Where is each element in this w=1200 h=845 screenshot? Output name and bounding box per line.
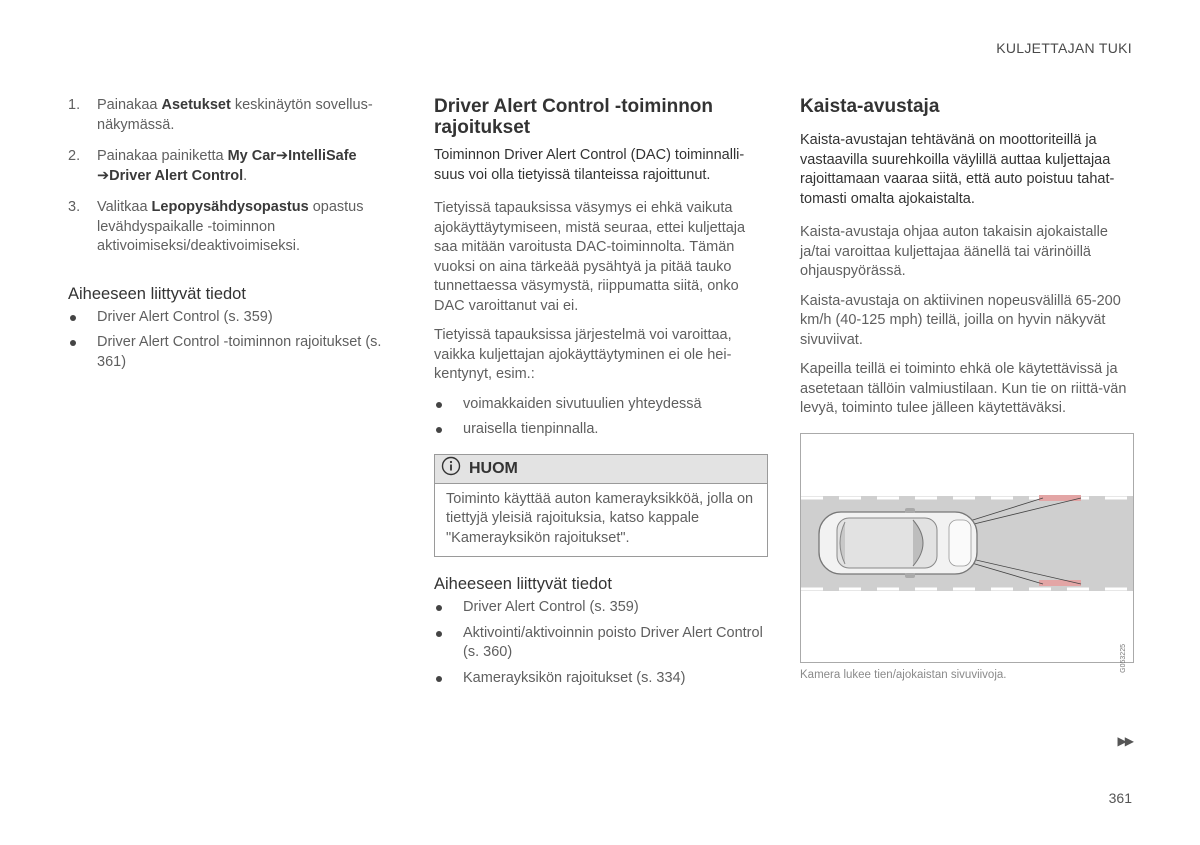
related-link[interactable]: Driver Alert Control -toiminnon rajoitukset (s. 361) [68, 333, 388, 372]
related-list [434, 598, 768, 688]
lane-camera-illustration [800, 433, 1134, 673]
section-title: Driver Alert Control -toiminnon rajoitukset [434, 96, 714, 138]
step-text: Valitkaa [97, 199, 152, 215]
note-header [435, 455, 767, 484]
related-link[interactable]: Aktivointi/aktivoinnin poisto Driver Alert Control (s. 360) [434, 624, 768, 663]
body-paragraph: Kapeilla teillä ei toiminto ehkä ole käytettävissä ja asetetaan tällöin valmiustilaan. Kun tie on riittä-vän levyä, toiminto tulee jälleen käytettäväksi. [800, 361, 1127, 416]
step-text: Painakaa painiketta [97, 148, 228, 164]
steps-list [68, 96, 388, 257]
step-item [68, 96, 388, 135]
step-number: 1. [68, 97, 81, 113]
arrow-right-icon: ➔ [97, 167, 110, 184]
list-item: uraisella tienpinnalla. [434, 420, 768, 440]
list-item: voimakkaiden sivutuulien yhteydessä [434, 395, 768, 415]
step-text: . [243, 167, 248, 184]
related-link[interactable]: Driver Alert Control (s. 359) [434, 598, 768, 618]
example-list [434, 395, 768, 440]
section-header: KULJETTAJAN TUKI [996, 40, 1132, 56]
column-left [68, 96, 388, 378]
intro-text: Toiminnon Driver Alert Control (DAC) toiminnalli-suus voi olla tietyissä tilanteissa rajoittunut. [434, 147, 745, 183]
car-top-view [819, 508, 977, 578]
related-link[interactable]: Driver Alert Control (s. 359) [68, 308, 388, 328]
note-body: Toiminto käyttää auton kamerayksikköä, jolla on tiettyjä yleisiä rajoituksia, katso kappale "Kamerayksikön rajoitukset". [446, 490, 754, 546]
column-right [800, 96, 1134, 681]
step-number: 2. [68, 148, 81, 164]
step-text: Painakaa [97, 97, 162, 113]
step-item [68, 147, 388, 186]
detection-marker-bottom [1039, 580, 1081, 586]
info-icon [441, 456, 461, 481]
related-link[interactable]: Kamerayksikön rajoitukset (s. 334) [434, 669, 768, 689]
related-heading: Aiheeseen liittyvät tiedot [68, 284, 246, 303]
detection-marker-top [1039, 495, 1081, 501]
step-text: keskinäytön sovellus-näkymässä. [97, 97, 373, 133]
intro-text: Kaista-avustajan tehtävänä on moottoriteillä ja vastaavilla suurehkoilla väylillä auttaa kuljettajaa rajoittamaan vaaraa siitä, että auto poistuu tahat-tomasti omalta ajokaistalta. [800, 132, 1115, 207]
body-paragraph: Kaista-avustaja on aktiivinen nopeusvälillä 65-200 km/h (40-125 mph) teillä, joilla on hyvin näkyvät sivuviivat. [800, 292, 1121, 348]
step-text: opastus levähdyspaikalle -toiminnon aktivoimiseksi/deaktivoimiseksi. [97, 199, 364, 254]
menu-term: Lepopysähdysopastus [151, 199, 309, 215]
related-heading: Aiheeseen liittyvät tiedot [434, 575, 612, 593]
figure-caption: Kamera lukee tien/ajokaistan sivuviivoja. [800, 668, 1007, 681]
body-paragraph: Kaista-avustaja ohjaa auton takaisin ajokaistalle ja/tai varoittaa kuljettajaa äänellä tai värinöillä ohjauspyörässä. [800, 224, 1108, 279]
related-list [68, 308, 388, 373]
continue-arrows-icon: ▶▶ [1117, 734, 1132, 748]
step-item [68, 198, 388, 257]
menu-term: Driver Alert Control [109, 167, 244, 184]
road-diagram [801, 434, 1133, 662]
body-paragraph: Tietyissä tapauksissa järjestelmä voi varoittaa, vaikka kuljettajan ajokäyttäytyminen ei ole hei-kentynyt, esim.: [434, 327, 732, 382]
step-number: 3. [68, 199, 81, 215]
body-paragraph: Tietyissä tapauksissa väsymys ei ehkä vaikuta ajokäyttäytymiseen, mistä seuraa, ettei kuljettaja saa mitään varoitusta DAC-toiminnolta. Tämän vuoksi on aina tärkeää pysähtyä ja pitää tauko tunnettaessa väsymystä, riippumatta siitä, onko DAC varoittanut vai ei. [434, 200, 746, 314]
page-number: 361 [1108, 790, 1132, 806]
menu-term: Asetukset [161, 97, 231, 113]
note-title: HUOM [469, 459, 518, 477]
arrow-right-icon: ➔ [275, 148, 289, 164]
note-box [434, 454, 768, 558]
section-title: Kaista-avustaja [800, 96, 940, 117]
menu-term: IntelliSafe [288, 148, 357, 164]
figure-code: G053225 [1120, 643, 1127, 673]
menu-term: My Car [227, 148, 276, 164]
column-middle [434, 96, 768, 694]
